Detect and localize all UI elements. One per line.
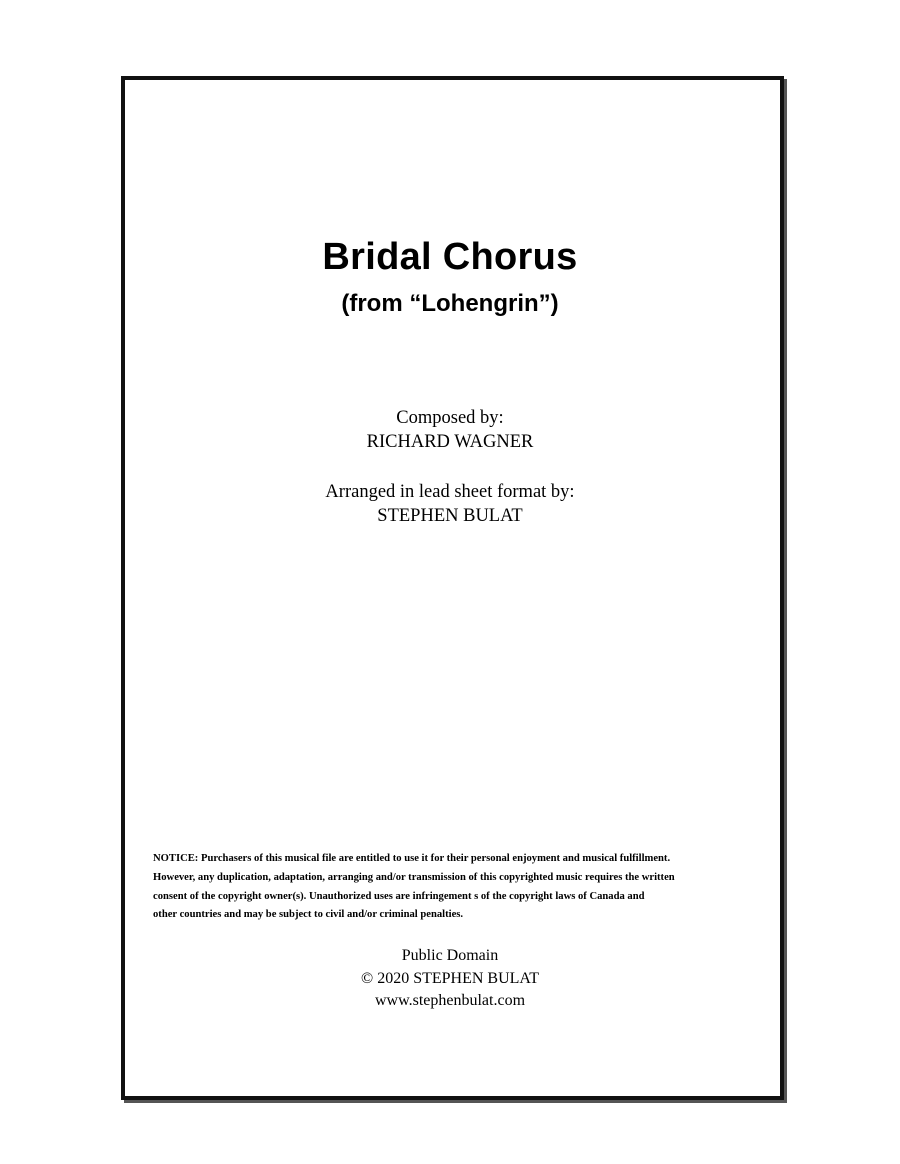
arranger-name: STEPHEN BULAT [377,506,523,526]
arranger-credit [0,480,900,528]
copyright-notice [153,850,765,925]
composer-name: RICHARD WAGNER [366,432,534,452]
composer-credit [0,406,900,454]
footer-credits [0,945,900,1013]
notice-line: However, any duplication, adaptation, arranging and/or transmission of this copyrighted music requires the written [153,871,675,883]
page-title: Bridal Chorus [322,236,578,278]
notice-line: other countries and may be subject to civil and/or criminal penalties. [153,909,464,921]
notice-line: NOTICE: Purchasers of this musical file are entitled to use it for their personal enjoyment and musical fulfillment. [153,853,671,864]
composer-label: Composed by: [396,408,504,428]
website-text: www.stephenbulat.com [374,992,526,1009]
copyright-text: © 2020 STEPHEN BULAT [361,969,539,987]
notice-line: consent of the copyright owner(s). Unauthorized uses are infringement s of the copyright laws of Canada and [153,890,645,902]
page-subtitle: (from “Lohengrin”) [341,290,559,317]
arranger-label: Arranged in lead sheet format by: [325,482,575,502]
license-text: Public Domain [401,947,499,964]
